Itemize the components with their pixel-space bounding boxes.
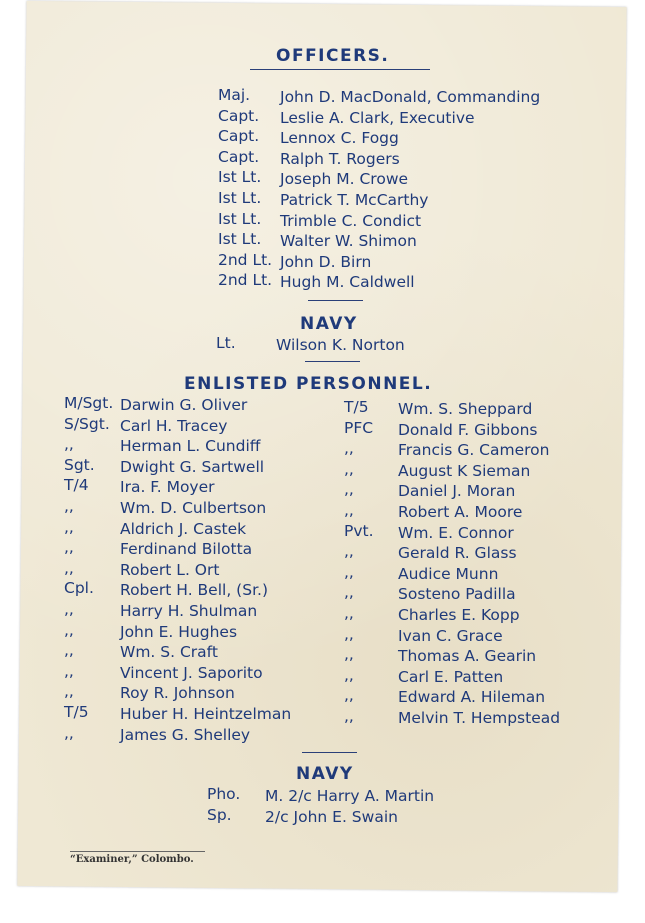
person-name: Wm. E. Connor xyxy=(398,523,514,542)
person-name: Ferdinand Bilotta xyxy=(120,540,253,559)
heading-underline xyxy=(250,69,430,70)
person-name: Patrick T. McCarthy xyxy=(280,191,429,209)
person-name: Francis G. Cameron xyxy=(398,441,550,460)
rank-label: ,, xyxy=(344,542,354,561)
person-name: Huber H. Heintzelman xyxy=(120,705,292,723)
rank-label: Capt. xyxy=(218,127,260,146)
person-name: James G. Shelley xyxy=(120,725,251,744)
rank-label: Pho. xyxy=(207,785,241,803)
person-name: John D. Birn xyxy=(280,252,372,271)
person-name: Robert H. Bell, (Sr.) xyxy=(120,581,268,600)
rank-label: ,, xyxy=(64,682,74,701)
person-name: Robert L. Ort xyxy=(120,560,220,579)
rank-label: T/5 xyxy=(64,703,89,721)
rank-label: ,, xyxy=(64,558,74,577)
person-name: Gerald R. Glass xyxy=(398,544,517,563)
person-name: Hugh M. Caldwell xyxy=(280,273,415,292)
rank-label: ,, xyxy=(344,686,354,705)
section-divider xyxy=(302,752,357,753)
person-name: Aldrich J. Castek xyxy=(120,519,247,538)
person-name: John E. Hughes xyxy=(120,622,238,641)
person-name: Donald F. Gibbons xyxy=(398,420,538,439)
rank-label: ,, xyxy=(64,600,74,618)
rank-label: ,, xyxy=(64,435,74,454)
person-name: Ralph T. Rogers xyxy=(280,149,400,168)
person-name: Sosteno Padilla xyxy=(398,585,516,604)
rank-label: ,, xyxy=(64,620,74,639)
rank-label: S/Sgt. xyxy=(64,414,110,433)
rank-label: ,, xyxy=(344,645,354,664)
rank-label: PFC xyxy=(344,418,374,437)
person-name: Trimble C. Condict xyxy=(280,211,422,230)
person-name: Wm. D. Culbertson xyxy=(120,499,267,517)
person-name: Herman L. Cundiff xyxy=(120,437,261,456)
rank-label: ,, xyxy=(64,538,74,557)
person-name: Joseph M. Crowe xyxy=(280,170,409,189)
rank-label: Pvt. xyxy=(344,521,374,540)
rank-label: 2nd Lt. xyxy=(218,250,273,269)
rank-label: ,, xyxy=(344,624,354,643)
person-name: Vincent J. Saporito xyxy=(120,663,263,682)
rank-label: ,, xyxy=(64,641,74,660)
rank-label: ,, xyxy=(64,497,74,515)
person-name: Wilson K. Norton xyxy=(276,336,405,354)
navy-heading-2: NAVY xyxy=(296,764,354,784)
rank-label: ,, xyxy=(344,459,354,478)
person-name: Robert A. Moore xyxy=(398,503,523,521)
person-name: 2/c John E. Swain xyxy=(265,808,398,826)
person-name: Ivan C. Grace xyxy=(398,626,503,645)
navy-heading: NAVY xyxy=(300,314,358,334)
rank-label: Ist Lt. xyxy=(218,189,262,207)
person-name: August K Sieman xyxy=(398,461,531,480)
enlisted-heading: ENLISTED PERSONNEL. xyxy=(184,374,433,394)
rank-label: ,, xyxy=(64,723,74,742)
person-name: Roy R. Johnson xyxy=(120,684,235,703)
rank-label: Cpl. xyxy=(64,579,94,598)
officers-heading: OFFICERS. xyxy=(276,46,390,66)
person-name: Lennox C. Fogg xyxy=(280,129,399,148)
person-name: Wm. S. Craft xyxy=(120,643,218,662)
rank-label: ,, xyxy=(344,583,354,602)
rank-label: Sp. xyxy=(207,806,232,824)
person-name: Harry H. Shulman xyxy=(120,602,258,620)
rank-label: Ist Lt. xyxy=(218,209,262,228)
rank-label: ,, xyxy=(344,480,354,499)
rank-label: M/Sgt. xyxy=(64,394,114,412)
rank-label: ,, xyxy=(344,604,354,622)
person-name: Daniel J. Moran xyxy=(398,482,516,501)
rank-label: Lt. xyxy=(216,334,236,352)
rank-label: ,, xyxy=(344,501,354,519)
section-divider xyxy=(305,361,360,362)
person-name: Walter W. Shimon xyxy=(280,232,417,251)
person-name: Audice Munn xyxy=(398,564,499,583)
rank-label: ,, xyxy=(344,707,354,725)
rank-label: ,, xyxy=(344,562,354,581)
person-name: Charles E. Kopp xyxy=(398,606,520,624)
rank-label: ,, xyxy=(344,439,354,458)
footer-rule xyxy=(70,851,205,852)
person-name: Edward A. Hileman xyxy=(398,688,546,707)
person-name: Dwight G. Sartwell xyxy=(120,457,265,476)
rank-label: Ist Lt. xyxy=(218,230,262,249)
person-name: Carl H. Tracey xyxy=(120,416,228,435)
person-name: Leslie A. Clark, Executive xyxy=(280,108,475,127)
rank-label: 2nd Lt. xyxy=(218,271,273,290)
printer-imprint: “Examiner,” Colombo. xyxy=(70,854,194,865)
person-name: M. 2/c Harry A. Martin xyxy=(265,787,435,805)
person-name: Ira. F. Moyer xyxy=(120,478,215,497)
rank-label: T/4 xyxy=(64,476,89,495)
section-divider xyxy=(308,300,363,301)
rank-label: ,, xyxy=(344,665,354,684)
rank-label: Capt. xyxy=(218,106,260,125)
person-name: Thomas A. Gearin xyxy=(398,647,537,666)
rank-label: ,, xyxy=(64,517,74,536)
rank-label: Capt. xyxy=(218,147,260,166)
person-name: Melvin T. Hempstead xyxy=(398,709,561,727)
person-name: Carl E. Patten xyxy=(398,667,504,686)
rank-label: Ist Lt. xyxy=(218,168,262,187)
rank-label: Sgt. xyxy=(64,455,95,474)
rank-label: Maj. xyxy=(218,86,251,104)
person-name: Darwin G. Oliver xyxy=(120,396,248,414)
person-name: John D. MacDonald, Commanding xyxy=(280,88,541,106)
rank-label: ,, xyxy=(64,661,74,680)
person-name: Wm. S. Sheppard xyxy=(398,400,533,418)
rank-label: T/5 xyxy=(344,398,369,416)
